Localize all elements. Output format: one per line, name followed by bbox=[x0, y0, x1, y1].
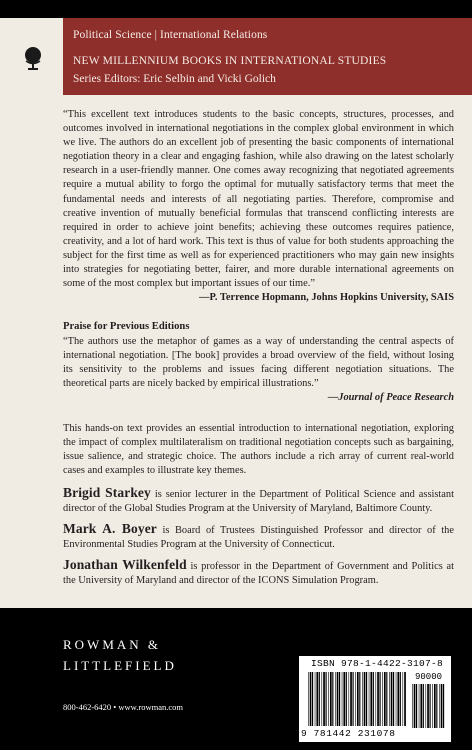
top-black-band bbox=[0, 0, 472, 18]
barcode-bar bbox=[319, 672, 320, 726]
barcode-bar bbox=[315, 672, 316, 726]
barcode-bar bbox=[389, 672, 390, 726]
series-banner bbox=[63, 18, 472, 95]
barcode-bar bbox=[342, 672, 343, 726]
barcode-bar bbox=[353, 672, 354, 726]
barcode-bar bbox=[416, 684, 417, 728]
publisher-contact: 800-462-6420 • www.rowman.com bbox=[63, 702, 183, 712]
barcode-bar bbox=[366, 672, 367, 726]
barcode-bar bbox=[362, 672, 363, 726]
barcode-bar bbox=[439, 684, 440, 728]
endorsement-attribution: —P. Terrence Hopmann, Johns Hopkins University, SAIS bbox=[199, 292, 454, 304]
publisher-name-line2: LITTLEFIELD bbox=[63, 658, 177, 673]
barcode-bar bbox=[357, 672, 359, 726]
barcode-bar bbox=[330, 672, 332, 726]
barcode-bar bbox=[373, 672, 374, 726]
publisher-name-line1: ROWMAN & bbox=[63, 637, 162, 652]
barcode-bar bbox=[350, 672, 352, 726]
author-name: Mark A. Boyer bbox=[63, 521, 157, 537]
barcode-bar bbox=[377, 672, 379, 726]
author-name: Jonathan Wilkenfeld bbox=[63, 557, 187, 573]
barcode-bar bbox=[427, 684, 429, 728]
barcode-bar bbox=[414, 684, 416, 728]
barcode-bar bbox=[443, 684, 444, 728]
barcode-bar bbox=[436, 684, 437, 728]
author-bios bbox=[63, 486, 454, 595]
ean-digits: 9 781442 231078 bbox=[301, 728, 396, 739]
barcode-bar bbox=[349, 672, 350, 726]
barcode-bar bbox=[432, 684, 433, 728]
price-barcode-bars bbox=[411, 684, 445, 732]
globe-icon bbox=[23, 46, 43, 72]
barcode-bar bbox=[308, 672, 309, 726]
barcode-bar bbox=[412, 684, 413, 728]
barcode-bar bbox=[310, 672, 312, 726]
barcode-bar bbox=[391, 672, 393, 726]
barcode-bar bbox=[328, 672, 329, 726]
barcode-bar bbox=[404, 672, 406, 726]
praise-quote bbox=[63, 335, 454, 405]
ean-barcode-bars bbox=[307, 672, 407, 732]
barcode-bar bbox=[396, 672, 397, 726]
barcode-bar bbox=[355, 672, 356, 726]
barcode-bar bbox=[312, 672, 313, 726]
barcode-bar bbox=[376, 672, 377, 726]
barcode-bar bbox=[380, 672, 381, 726]
praise-attribution: —Journal of Peace Research bbox=[327, 392, 454, 404]
author-bio bbox=[63, 558, 454, 588]
barcode-bar bbox=[316, 672, 318, 726]
barcode-bar bbox=[397, 672, 399, 726]
barcode-bar bbox=[426, 684, 427, 728]
book-description: This hands-on text provides an essential introduction to international negotiation, exploring the impact of complex multilateralism on traditional negotiation concepts such as bargaining, issue salience, and strategic choice. The authors include a rich array of current real-world cases and examples to illustrate key themes. bbox=[63, 423, 454, 477]
barcode-bar bbox=[403, 672, 404, 726]
praise-heading: Praise for Previous Editions bbox=[63, 321, 190, 332]
barcode-bar bbox=[386, 672, 387, 726]
barcode-bar bbox=[332, 672, 333, 726]
author-bio bbox=[63, 486, 454, 516]
barcode bbox=[299, 656, 451, 742]
author-bio-text: is professor in the Department of Government and Politics at the University of Maryland and director of the ICONS Simulation Program. bbox=[63, 561, 454, 587]
publisher-logo bbox=[63, 634, 177, 676]
series-title: NEW MILLENNIUM BOOKS IN INTERNATIONAL STUDIES bbox=[73, 55, 387, 67]
barcode-bar bbox=[370, 672, 372, 726]
barcode-bar bbox=[364, 672, 366, 726]
barcode-bar bbox=[322, 672, 323, 726]
isbn-label: ISBN 978-1-4422-3107-8 bbox=[311, 658, 444, 669]
endorsement-quote bbox=[63, 108, 454, 305]
barcode-bar bbox=[343, 672, 345, 726]
barcode-bar bbox=[400, 672, 401, 726]
barcode-bar bbox=[382, 672, 383, 726]
barcode-bar bbox=[419, 684, 420, 728]
author-name: Brigid Starkey bbox=[63, 485, 151, 500]
price-code: 90000 bbox=[415, 672, 443, 682]
author-bio bbox=[63, 522, 454, 552]
author-bio-text: is Board of Trustees Distinguished Professor and director of the Environmental Studies Program at the University of Connecticut. bbox=[63, 525, 454, 551]
barcode-bar bbox=[430, 684, 431, 728]
series-editors: Series Editors: Eric Selbin and Vicki Golich bbox=[73, 73, 276, 85]
praise-text: “The authors use the metaphor of games as a way of understanding the central aspects of international negotiation. [The book] provides a broad overview of the field, without losing its sensitivity to the problems and issues facing different negotiation situations. The theoretical parts are nicely backed by empirical illustrations.” bbox=[63, 336, 454, 390]
bottom-black-band bbox=[0, 608, 472, 750]
barcode-bar bbox=[337, 672, 339, 726]
barcode-bar bbox=[393, 672, 394, 726]
barcode-bar bbox=[335, 672, 336, 726]
barcode-bar bbox=[434, 684, 436, 728]
endorsement-text: “This excellent text introduces students to the basic concepts, structures, processes, and outcomes involved in international negotiations in the complex global environment in which we live. The authors do an excellent job of presenting the basic components of international negotiation theory in a clear and engaging fashion, while also drawing on the latest scholarly research in a user-friendly manner. One comes away recognizing that negotiated agreements require a mutual ability to forgo the optimal for mutually satisfactory terms that meet the fundamental needs and interests of all negotiating parties. Therefore, compromise and creative invention of mutually beneficial formulas that transcend conflicting interests are required in order to achieve joint benefits; achieving these outcomes requires patience, creativity, and a lot of hard work. This text is thus of value for both students approaching the subject for the first time as well as for experienced practitioners who may gain new insights into strategies for negotiating better, fairer, and more durable international agreements on some of the most complex but important issues of our time.” bbox=[63, 109, 454, 290]
barcode-bar bbox=[339, 672, 340, 726]
barcode-bar bbox=[423, 684, 424, 728]
barcode-bar bbox=[441, 684, 443, 728]
barcode-bar bbox=[369, 672, 370, 726]
subject-category: Political Science | International Relations bbox=[73, 29, 268, 41]
barcode-bar bbox=[359, 672, 360, 726]
author-bio-text: is senior lecturer in the Department of Political Science and assistant director of the Global Studies Program at the University of Maryland, Baltimore County. bbox=[63, 489, 454, 515]
barcode-bar bbox=[420, 684, 422, 728]
barcode-bar bbox=[323, 672, 325, 726]
barcode-bar bbox=[384, 672, 386, 726]
barcode-bar bbox=[346, 672, 347, 726]
barcode-bar bbox=[326, 672, 327, 726]
